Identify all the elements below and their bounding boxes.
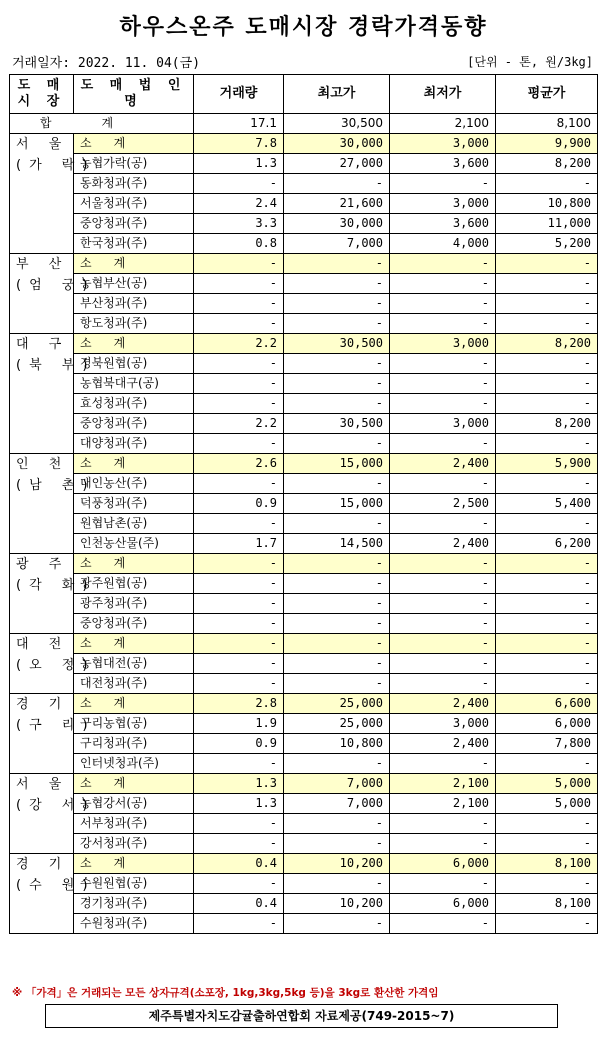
corp-name: 서부청과(주): [74, 814, 194, 834]
table-row: [10, 714, 598, 734]
avg-price-cell: -: [496, 434, 598, 454]
corp-name: 서울청과(주): [74, 194, 194, 214]
corp-name: 인터넷청과(주): [74, 754, 194, 774]
table-row: [10, 914, 598, 934]
max-price-cell: 30,500: [284, 414, 390, 434]
avg-price-cell: 10,800: [496, 194, 598, 214]
corp-name: 소계: [74, 774, 194, 794]
avg-price-cell: -: [496, 674, 598, 694]
header-min: 최저가: [390, 75, 496, 114]
market-name: 경 기 (구 리): [10, 694, 74, 774]
max-price-cell: 7,000: [284, 794, 390, 814]
table-row: [10, 474, 598, 494]
subtotal-row: [10, 254, 598, 274]
avg-price-cell: -: [496, 754, 598, 774]
max-price-cell: -: [284, 254, 390, 274]
min-price-cell: 3,000: [390, 134, 496, 154]
corp-name: 대인농산(주): [74, 474, 194, 494]
volume-cell: -: [194, 554, 284, 574]
avg-price-cell: -: [496, 874, 598, 894]
trade-date: 거래일자: 2022. 11. 04(금): [12, 56, 201, 71]
min-price-cell: 2,500: [390, 494, 496, 514]
avg-price-cell: -: [496, 374, 598, 394]
table-row: [10, 614, 598, 634]
max-price-cell: -: [284, 674, 390, 694]
avg-price-cell: 6,600: [496, 694, 598, 714]
market-name: 대 구 (북 부): [10, 334, 74, 454]
max-price-cell: -: [284, 574, 390, 594]
volume-cell: 0.4: [194, 894, 284, 914]
min-price-cell: 4,000: [390, 234, 496, 254]
corp-name: 소계: [74, 454, 194, 474]
volume-cell: -: [194, 594, 284, 614]
footnote: ※ 「가격」은 거래되는 모든 상자규격(소포장, 1kg,3kg,5kg 등)을 3kg로 환산한 가격임: [12, 987, 439, 999]
avg-price-cell: 8,100: [496, 894, 598, 914]
max-price-cell: 14,500: [284, 534, 390, 554]
min-price-cell: 2,400: [390, 454, 496, 474]
total-volume: 17.1: [194, 114, 284, 134]
table-row: [10, 214, 598, 234]
avg-price-cell: -: [496, 294, 598, 314]
avg-price-cell: -: [496, 574, 598, 594]
min-price-cell: 3,600: [390, 214, 496, 234]
corp-name: 농협북대구(공): [74, 374, 194, 394]
max-price-cell: -: [284, 914, 390, 934]
volume-cell: 2.8: [194, 694, 284, 714]
table-row: [10, 814, 598, 834]
corp-name: 대양청과(주): [74, 434, 194, 454]
avg-price-cell: -: [496, 394, 598, 414]
max-price-cell: 7,000: [284, 234, 390, 254]
corp-name: 동화청과(주): [74, 174, 194, 194]
max-price-cell: 15,000: [284, 454, 390, 474]
avg-price-cell: -: [496, 354, 598, 374]
avg-price-cell: 5,000: [496, 794, 598, 814]
max-price-cell: 10,200: [284, 894, 390, 914]
max-price-cell: -: [284, 294, 390, 314]
market-name: 부 산 (엄 궁): [10, 254, 74, 334]
avg-price-cell: 5,400: [496, 494, 598, 514]
volume-cell: -: [194, 814, 284, 834]
volume-cell: 2.2: [194, 334, 284, 354]
avg-price-cell: -: [496, 254, 598, 274]
min-price-cell: -: [390, 754, 496, 774]
corp-name: 농협대전(공): [74, 654, 194, 674]
unit-label: [단위 - 톤, 원/3kg]: [467, 55, 593, 69]
volume-cell: -: [194, 754, 284, 774]
min-price-cell: -: [390, 274, 496, 294]
min-price-cell: -: [390, 554, 496, 574]
max-price-cell: -: [284, 874, 390, 894]
min-price-cell: -: [390, 814, 496, 834]
table-row: [10, 294, 598, 314]
avg-price-cell: 11,000: [496, 214, 598, 234]
avg-price-cell: -: [496, 834, 598, 854]
avg-price-cell: 6,200: [496, 534, 598, 554]
header-corp: 도 매 법 인 명: [74, 75, 194, 114]
min-price-cell: 3,600: [390, 154, 496, 174]
min-price-cell: 2,100: [390, 774, 496, 794]
table-row: [10, 834, 598, 854]
max-price-cell: -: [284, 174, 390, 194]
corp-name: 광주청과(주): [74, 594, 194, 614]
volume-cell: 0.9: [194, 494, 284, 514]
max-price-cell: -: [284, 554, 390, 574]
market-name: 경 기 (수 원): [10, 854, 74, 934]
page-title: 하우스온주 도매시장 경락가격동향: [119, 15, 488, 40]
table-row: [10, 654, 598, 674]
corp-name: 경북원협(공): [74, 354, 194, 374]
volume-cell: -: [194, 314, 284, 334]
volume-cell: 1.9: [194, 714, 284, 734]
min-price-cell: -: [390, 654, 496, 674]
table-row: [10, 514, 598, 534]
avg-price-cell: 5,200: [496, 234, 598, 254]
min-price-cell: -: [390, 834, 496, 854]
corp-name: 소계: [74, 134, 194, 154]
avg-price-cell: 5,900: [496, 454, 598, 474]
corp-name: 소계: [74, 254, 194, 274]
corp-name: 덕풍청과(주): [74, 494, 194, 514]
max-price-cell: -: [284, 474, 390, 494]
corp-name: 경기청과(주): [74, 894, 194, 914]
volume-cell: -: [194, 634, 284, 654]
avg-price-cell: 8,200: [496, 334, 598, 354]
table-row: [10, 194, 598, 214]
volume-cell: 0.8: [194, 234, 284, 254]
max-price-cell: 25,000: [284, 714, 390, 734]
max-price-cell: 21,600: [284, 194, 390, 214]
table-row: [10, 754, 598, 774]
volume-cell: -: [194, 274, 284, 294]
min-price-cell: -: [390, 594, 496, 614]
min-price-cell: -: [390, 434, 496, 454]
avg-price-cell: -: [496, 514, 598, 534]
avg-price-cell: 9,900: [496, 134, 598, 154]
avg-price-cell: -: [496, 914, 598, 934]
corp-name: 인천농산물(주): [74, 534, 194, 554]
corp-name: 광주원협(공): [74, 574, 194, 594]
avg-price-cell: -: [496, 314, 598, 334]
min-price-cell: -: [390, 174, 496, 194]
corp-name: 부산청과(주): [74, 294, 194, 314]
min-price-cell: -: [390, 674, 496, 694]
avg-price-cell: -: [496, 554, 598, 574]
min-price-cell: -: [390, 294, 496, 314]
header-max: 최고가: [284, 75, 390, 114]
subtotal-row: [10, 134, 598, 154]
max-price-cell: 10,200: [284, 854, 390, 874]
avg-price-cell: -: [496, 634, 598, 654]
min-price-cell: 6,000: [390, 894, 496, 914]
min-price-cell: -: [390, 254, 496, 274]
min-price-cell: -: [390, 394, 496, 414]
total-avg: 8,100: [496, 114, 598, 134]
market-name: 대 전 (오 정): [10, 634, 74, 694]
volume-cell: -: [194, 474, 284, 494]
corp-name: 중앙청과(주): [74, 414, 194, 434]
min-price-cell: 2,100: [390, 794, 496, 814]
subtotal-row: [10, 454, 598, 474]
volume-cell: -: [194, 614, 284, 634]
table-row: [10, 374, 598, 394]
volume-cell: -: [194, 394, 284, 414]
market-name: 서 울 (가 락): [10, 134, 74, 254]
volume-cell: -: [194, 914, 284, 934]
price-table: [9, 74, 598, 934]
min-price-cell: 2,400: [390, 734, 496, 754]
max-price-cell: -: [284, 654, 390, 674]
subtotal-row: [10, 334, 598, 354]
header-avg: 평균가: [496, 75, 598, 114]
volume-cell: -: [194, 374, 284, 394]
avg-price-cell: 7,800: [496, 734, 598, 754]
avg-price-cell: 6,000: [496, 714, 598, 734]
min-price-cell: -: [390, 874, 496, 894]
min-price-cell: -: [390, 574, 496, 594]
corp-name: 농협가락(공): [74, 154, 194, 174]
table-header-row: [10, 75, 598, 114]
table-row: [10, 574, 598, 594]
volume-cell: 1.7: [194, 534, 284, 554]
max-price-cell: -: [284, 594, 390, 614]
table-row: [10, 154, 598, 174]
avg-price-cell: -: [496, 814, 598, 834]
table-row: [10, 174, 598, 194]
min-price-cell: -: [390, 614, 496, 634]
max-price-cell: 15,000: [284, 494, 390, 514]
header-dosi: 도 매 시 장: [10, 75, 74, 114]
subtotal-row: [10, 774, 598, 794]
volume-cell: -: [194, 514, 284, 534]
table-row: [10, 534, 598, 554]
max-price-cell: -: [284, 314, 390, 334]
min-price-cell: 3,000: [390, 414, 496, 434]
volume-cell: 2.2: [194, 414, 284, 434]
max-price-cell: -: [284, 614, 390, 634]
market-name: 서 울 (강 서): [10, 774, 74, 854]
avg-price-cell: -: [496, 594, 598, 614]
min-price-cell: 2,400: [390, 694, 496, 714]
min-price-cell: 3,000: [390, 334, 496, 354]
max-price-cell: -: [284, 834, 390, 854]
table-row: [10, 274, 598, 294]
volume-cell: 1.3: [194, 794, 284, 814]
avg-price-cell: 5,000: [496, 774, 598, 794]
table-row: [10, 874, 598, 894]
volume-cell: -: [194, 294, 284, 314]
volume-cell: -: [194, 174, 284, 194]
table-row: [10, 394, 598, 414]
max-price-cell: -: [284, 634, 390, 654]
table-row: [10, 314, 598, 334]
corp-name: 수원원협(공): [74, 874, 194, 894]
max-price-cell: -: [284, 514, 390, 534]
corp-name: 농협부산(공): [74, 274, 194, 294]
max-price-cell: -: [284, 274, 390, 294]
min-price-cell: -: [390, 914, 496, 934]
corp-name: 원협남촌(공): [74, 514, 194, 534]
corp-name: 구리농협(공): [74, 714, 194, 734]
volume-cell: 7.8: [194, 134, 284, 154]
volume-cell: 1.3: [194, 154, 284, 174]
market-name: 광 주 (각 화): [10, 554, 74, 634]
subtotal-row: [10, 694, 598, 714]
max-price-cell: 25,000: [284, 694, 390, 714]
corp-name: 농협강서(공): [74, 794, 194, 814]
corp-name: 소계: [74, 554, 194, 574]
max-price-cell: -: [284, 374, 390, 394]
volume-cell: -: [194, 654, 284, 674]
table-row: [10, 434, 598, 454]
max-price-cell: 7,000: [284, 774, 390, 794]
volume-cell: 0.9: [194, 734, 284, 754]
table-row: [10, 674, 598, 694]
corp-name: 효성청과(주): [74, 394, 194, 414]
market-name: 인 천 (남 촌): [10, 454, 74, 554]
table-row: [10, 734, 598, 754]
volume-cell: -: [194, 434, 284, 454]
avg-price-cell: 8,200: [496, 154, 598, 174]
corp-name: 구리청과(주): [74, 734, 194, 754]
volume-cell: 1.3: [194, 774, 284, 794]
avg-price-cell: -: [496, 614, 598, 634]
max-price-cell: -: [284, 394, 390, 414]
max-price-cell: 30,000: [284, 134, 390, 154]
volume-cell: 3.3: [194, 214, 284, 234]
corp-name: 한국청과(주): [74, 234, 194, 254]
table-row: [10, 594, 598, 614]
corp-name: 중앙청과(주): [74, 214, 194, 234]
volume-cell: 2.4: [194, 194, 284, 214]
corp-name: 강서청과(주): [74, 834, 194, 854]
table-row: [10, 354, 598, 374]
total-row: [10, 114, 598, 134]
volume-cell: 2.6: [194, 454, 284, 474]
header-volume: 거래량: [194, 75, 284, 114]
subtotal-row: [10, 854, 598, 874]
avg-price-cell: -: [496, 174, 598, 194]
corp-name: 소계: [74, 694, 194, 714]
volume-cell: -: [194, 874, 284, 894]
max-price-cell: 30,500: [284, 334, 390, 354]
max-price-cell: -: [284, 354, 390, 374]
avg-price-cell: -: [496, 654, 598, 674]
subtotal-row: [10, 554, 598, 574]
volume-cell: -: [194, 254, 284, 274]
corp-name: 중앙청과(주): [74, 614, 194, 634]
min-price-cell: 3,000: [390, 714, 496, 734]
avg-price-cell: -: [496, 274, 598, 294]
total-label: 합계: [10, 114, 194, 134]
avg-price-cell: -: [496, 474, 598, 494]
max-price-cell: 27,000: [284, 154, 390, 174]
min-price-cell: -: [390, 314, 496, 334]
corp-name: 소계: [74, 334, 194, 354]
table-row: [10, 894, 598, 914]
corp-name: 소계: [74, 854, 194, 874]
subtotal-row: [10, 634, 598, 654]
min-price-cell: -: [390, 634, 496, 654]
min-price-cell: -: [390, 514, 496, 534]
table-row: [10, 794, 598, 814]
max-price-cell: -: [284, 814, 390, 834]
table-row: [10, 234, 598, 254]
total-min: 2,100: [390, 114, 496, 134]
table-row: [10, 494, 598, 514]
source-box: 제주특별자치도감귤출하연합회 자료제공(749-2015~7): [45, 1004, 558, 1028]
corp-name: 항도청과(주): [74, 314, 194, 334]
max-price-cell: -: [284, 434, 390, 454]
volume-cell: 0.4: [194, 854, 284, 874]
volume-cell: -: [194, 674, 284, 694]
max-price-cell: 10,800: [284, 734, 390, 754]
volume-cell: -: [194, 574, 284, 594]
avg-price-cell: 8,100: [496, 854, 598, 874]
volume-cell: -: [194, 354, 284, 374]
min-price-cell: -: [390, 474, 496, 494]
avg-price-cell: 8,200: [496, 414, 598, 434]
min-price-cell: 3,000: [390, 194, 496, 214]
corp-name: 소계: [74, 634, 194, 654]
min-price-cell: -: [390, 374, 496, 394]
volume-cell: -: [194, 834, 284, 854]
min-price-cell: 6,000: [390, 854, 496, 874]
corp-name: 수원청과(주): [74, 914, 194, 934]
max-price-cell: -: [284, 754, 390, 774]
max-price-cell: 30,000: [284, 214, 390, 234]
table-row: [10, 414, 598, 434]
min-price-cell: -: [390, 354, 496, 374]
total-max: 30,500: [284, 114, 390, 134]
min-price-cell: 2,400: [390, 534, 496, 554]
corp-name: 대전청과(주): [74, 674, 194, 694]
